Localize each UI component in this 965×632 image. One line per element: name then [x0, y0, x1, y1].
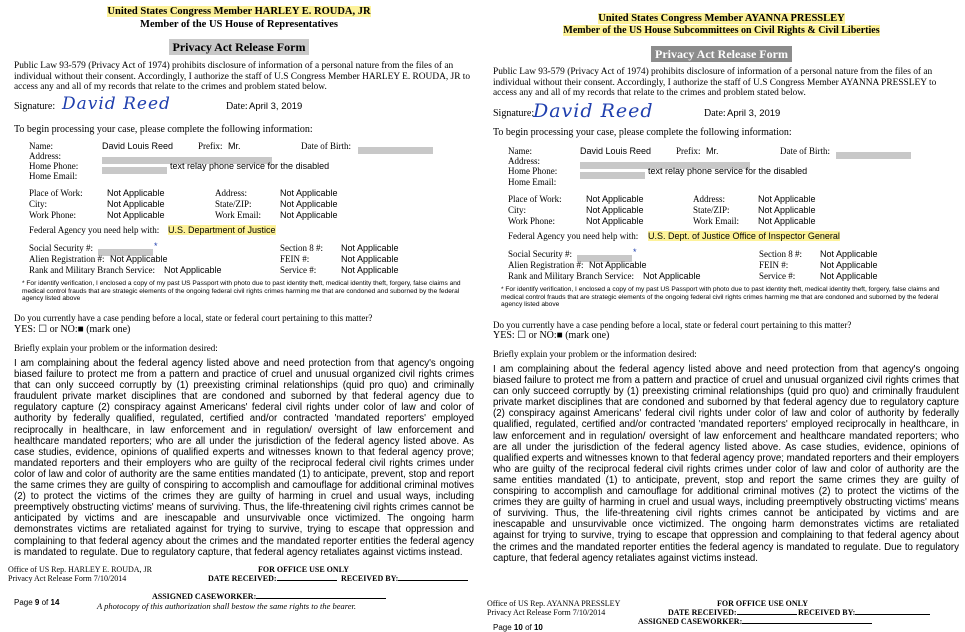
phone-redacted: [102, 167, 167, 174]
service-value: Not Applicable: [341, 265, 399, 275]
form-title: Privacy Act Release Form: [651, 46, 792, 62]
form-title: Privacy Act Release Form: [169, 39, 310, 55]
alien-label: Alien Registration #:: [29, 254, 105, 264]
work-email-label: Work Email:: [215, 210, 262, 220]
work-address-label: Address:: [693, 194, 725, 204]
caseworker-label: ASSIGNED CASEWORKER:: [638, 617, 743, 626]
service-label: Service #:: [759, 271, 796, 281]
dob-redacted: [358, 147, 433, 154]
section8-label: Section 8 #:: [280, 243, 323, 253]
home-email-label: Home Email:: [508, 177, 557, 187]
agency-value: U.S. Department of Justice: [168, 225, 276, 235]
page-number: 9: [34, 598, 40, 607]
form-page-right: [478, 0, 965, 630]
place-of-work-value: Not Applicable: [107, 188, 165, 198]
home-phone-label: Home Phone:: [508, 166, 558, 176]
signature-label: Signature:: [14, 101, 56, 112]
dob-label: Date of Birth:: [780, 146, 830, 156]
fein-value: Not Applicable: [820, 260, 878, 270]
city-value: Not Applicable: [586, 205, 644, 215]
case-question: Do you currently have a case pending before a local, state or federal court pertaining to this matter?: [14, 313, 373, 323]
work-phone-value: Not Applicable: [586, 216, 644, 226]
congress-member-name: United States Congress Member HARLEY E. ROUDA, JR: [107, 6, 371, 17]
date-received-line: [737, 614, 797, 615]
alien-label: Alien Registration #:: [508, 260, 584, 270]
home-phone-label: Home Phone:: [29, 161, 79, 171]
state-zip-label: State/ZIP:: [215, 199, 252, 209]
rank-value: Not Applicable: [164, 265, 222, 275]
prefix-value: Mr.: [706, 146, 719, 156]
for-office-use: FOR OFFICE USE ONLY: [258, 565, 350, 574]
work-email-value: Not Applicable: [758, 216, 816, 226]
work-address-label: Address:: [215, 188, 247, 198]
address-label: Address:: [508, 156, 540, 166]
signature-image: David Reed: [533, 100, 654, 122]
office-line: Office of US Rep. HARLEY E. ROUDA, JR: [8, 565, 152, 574]
caseworker-line: [256, 598, 386, 599]
agency-label: Federal Agency you need help with:: [29, 225, 160, 235]
work-phone-value: Not Applicable: [107, 210, 165, 220]
address-label: Address:: [29, 151, 61, 161]
date-received-label: DATE RECEIVED:: [208, 574, 277, 583]
date-label: Date:: [704, 108, 726, 119]
page-of: of: [525, 623, 532, 632]
form-page-left: [0, 0, 478, 630]
place-of-work-value: Not Applicable: [586, 194, 644, 204]
name-value: David Louis Reed: [102, 141, 174, 151]
form-date: Privacy Act Release Form 7/10/2014: [8, 574, 127, 583]
date-value: April 3, 2019: [727, 108, 781, 119]
received-by-line: [855, 614, 930, 615]
identity-footnote: * For identify verification, I enclosed a copy of my past US Passport with photo due to past identity theft, medical identity theft, forgery, false claims and medical control frauds that are strategic elements of the ongoing federal civil rights crimes harming me that are condoned and suborned by the federal agency listed above: [501, 286, 940, 309]
privacy-intro: Public Law 93-579 (Privacy Act of 1974) prohibits disclosure of information of a personal nature from the files of an individual without their consent. Accordingly, I authorize the staff of U.S Congress Member HARLEY E. ROUDA, JR to access any and all of my records that relate to the crimes and problem stated below.: [14, 61, 471, 93]
state-zip-value: Not Applicable: [280, 199, 338, 209]
case-question: Do you currently have a case pending before a local, state or federal court pertaining to this matter?: [493, 320, 852, 330]
rank-value: Not Applicable: [643, 271, 701, 281]
section8-label: Section 8 #:: [759, 249, 802, 259]
page-total: 10: [533, 623, 543, 632]
complaint-body: I am complaining about the federal agency listed above and need protection from that agency's ongoing biased failure to protect me from a pattern and practice of cruel and unusual organized civil rights crimes that can only succeed corruptly by (1) preexisting criminal relationships (quid pro quo) and criminally fraudulent private market disciplines that are condoned and suborned by that federal agency due to regulatory capture (2) conspiracy against Americans' federal civil rights under color of law and color of authority by federally qualified, regulated, certified and/or contracted 'mandated reporters' employed reciprocally in healthcare, in law enforcement and in regulation/ oversight of law enforcement and healthcare mandated reporters; who are all under the jurisdiction of the federal agency listed above. As case studies, evidence, opinions of qualified experts and witnesses known to that federal agency prove; mandated reporters and their employers who are guilty of the reciprocal federal civil rights crimes under color of law and color of authority are the same entities mandated (1) to anticipate, prevent, stop and report the same crimes they are guilty of conspiring to accomplish and camouflage for additional criminal motives (2) to protect the victims of the crimes they are guilty of harming in cruel and usual ways, including preemptively obstructing victims' means of surviving. Thus, the life-threatening civil rights crimes cannot be anticipated by victims and are inescapable and unsurvivable once victimized. The ongoing harm demonstrates victims are retaliated against for trying to survive, trying to escape that oppression and complaining to that federal agency about the crimes and the mandated reporter entities the federal agency is mandated to regulate. Due to regulatory capture, that federal agency retaliates against victims instead.: [493, 364, 959, 564]
ssn-asterisk: *: [154, 241, 158, 251]
member-subtitle: Member of the US House Subcommittees on Civil Rights & Civil Liberties: [563, 25, 880, 36]
begin-instructions: To begin processing your case, please complete the following information:: [493, 127, 792, 138]
alien-value: Not Applicable: [110, 254, 168, 264]
explain-label: Briefly explain your problem or the information desired:: [493, 349, 697, 359]
home-phone-note: text relay phone service for the disabled: [170, 161, 330, 171]
name-label: Name:: [29, 141, 53, 151]
place-of-work-label: Place of Work:: [508, 194, 562, 204]
alien-value: Not Applicable: [589, 260, 647, 270]
home-email-label: Home Email:: [29, 171, 78, 181]
page-of: of: [41, 598, 49, 607]
work-phone-label: Work Phone:: [508, 216, 556, 226]
identity-footnote: * For identify verification, I enclosed a copy of my past US Passport with photo due to past identity theft, medical identity theft, forgery, false claims and medical control frauds that are strategic elements of the ongoing federal civil rights crimes harming me that are condoned and suborned by the federal agency listed above: [22, 280, 461, 303]
ssn-asterisk: *: [633, 247, 637, 257]
city-label: City:: [29, 199, 48, 209]
dob-label: Date of Birth:: [301, 141, 351, 151]
date-received-line: [277, 580, 337, 581]
dob-redacted: [836, 152, 911, 159]
name-value: David Louis Reed: [580, 146, 652, 156]
phone-redacted: [580, 172, 645, 179]
ssn-label: Social Security #:: [29, 243, 93, 253]
fein-value: Not Applicable: [341, 254, 399, 264]
work-address-value: Not Applicable: [280, 188, 338, 198]
yes-no-checkboxes: YES: ☐ or NO:■ (mark one): [14, 324, 131, 335]
prefix-label: Prefix:: [676, 146, 701, 156]
signature-label: Signature:: [493, 108, 535, 119]
date-received-label: DATE RECEIVED:: [668, 608, 737, 617]
header-block: [0, 6, 478, 17]
work-email-value: Not Applicable: [280, 210, 338, 220]
office-line: Office of US Rep. AYANNA PRESSLEY: [487, 599, 621, 608]
complaint-body: I am complaining about the federal agency listed above and need protection from that agency's ongoing biased failure to protect me from a pattern and practice of cruel and unusual organized civil rights crimes that can only succeed corruptly by (1) preexisting criminal relationships (quid pro quo) and criminally fraudulent private market disciplines that are condoned and suborned by that federal agency due to regulatory capture (2) conspiracy against Americans' federal civil rights under color of law and color of authority by federally qualified, regulated, certified and/or contracted 'mandated reporters' employed reciprocally in healthcare, in law enforcement and in regulation/ oversight of law enforcement and healthcare mandated reporters; who are all under the jurisdiction of the federal agency listed above. As case studies, evidence, opinions of qualified experts and witnesses known to that federal agency prove; mandated reporters and their employers who are guilty of the reciprocal federal civil rights crimes under color of law and color of authority are the same entities mandated (1) to anticipate, prevent, stop and report the same crimes they are guilty of conspiring to accomplish and camouflage for additional criminal motives (2) to protect the victims of the crimes they are guilty of harming in cruel and usual ways, including preemptively obstructing victims' means of surviving. Thus, the life-threatening civil rights crimes cannot be anticipated by victims and are inescapable and unsurvivable once victimized. The ongoing harm demonstrates victims are retaliated against for trying to survive, trying to escape that oppression and complaining to that federal agency about the crimes and the mandated reporter entities the federal agency is mandated to regulate. Due to regulatory capture, that federal agency retaliates against victims instead.: [14, 358, 474, 558]
service-label: Service #:: [280, 265, 317, 275]
city-label: City:: [508, 205, 527, 215]
prefix-value: Mr.: [228, 141, 241, 151]
member-subtitle: Member of the US House of Representatives: [140, 19, 338, 30]
received-by-label: RECEIVED BY:: [798, 608, 856, 617]
agency-value: U.S. Dept. of Justice Office of Inspector General: [648, 231, 840, 241]
page-total: 14: [50, 598, 60, 607]
caseworker-line: [742, 623, 872, 624]
received-by-line: [398, 580, 468, 581]
page-label: Page: [493, 623, 512, 632]
city-value: Not Applicable: [107, 199, 165, 209]
work-phone-label: Work Phone:: [29, 210, 77, 220]
state-zip-value: Not Applicable: [758, 205, 816, 215]
for-office-use: FOR OFFICE USE ONLY: [717, 599, 809, 608]
service-value: Not Applicable: [820, 271, 878, 281]
section8-value: Not Applicable: [820, 249, 878, 259]
section8-value: Not Applicable: [341, 243, 399, 253]
explain-label: Briefly explain your problem or the information desired:: [14, 343, 218, 353]
form-date: Privacy Act Release Form 7/10/2014: [487, 608, 606, 617]
privacy-intro: Public Law 93-579 (Privacy Act of 1974) prohibits disclosure of information of a personal nature from the files of an individual without their consent. Accordingly, I authorize the staff of U.S Congress Member AYANNA PRESSLEY to access any and all of my records that relate to the crimes and problem stated below.: [493, 67, 937, 99]
state-zip-label: State/ZIP:: [693, 205, 730, 215]
work-email-label: Work Email:: [693, 216, 740, 226]
name-label: Name:: [508, 146, 532, 156]
work-address-value: Not Applicable: [758, 194, 816, 204]
photocopy-note: A photocopy of this authorization shall bestow the same rights to the bearer.: [97, 601, 357, 611]
rank-label: Rank and Military Branch Service:: [29, 265, 155, 275]
congress-member-name: United States Congress Member AYANNA PRESSLEY: [598, 13, 845, 24]
page-number: 10: [513, 623, 523, 632]
agency-label: Federal Agency you need help with:: [508, 231, 639, 241]
place-of-work-label: Place of Work:: [29, 188, 83, 198]
page-label: Page: [14, 598, 33, 607]
yes-no-checkboxes: YES: ☐ or NO:■ (mark one): [493, 330, 610, 341]
fein-label: FEIN #:: [280, 254, 310, 264]
date-value: April 3, 2019: [249, 101, 303, 112]
date-label: Date:: [226, 101, 248, 112]
fein-label: FEIN #:: [759, 260, 789, 270]
begin-instructions: To begin processing your case, please complete the following information:: [14, 124, 313, 135]
caseworker-label: ASSIGNED CASEWORKER:: [152, 592, 257, 601]
received-by-label: RECEIVED BY:: [341, 574, 399, 583]
prefix-label: Prefix:: [198, 141, 223, 151]
home-phone-note: text relay phone service for the disabled: [648, 166, 808, 176]
rank-label: Rank and Military Branch Service:: [508, 271, 634, 281]
ssn-label: Social Security #:: [508, 249, 572, 259]
signature-image: David Reed: [62, 94, 171, 114]
